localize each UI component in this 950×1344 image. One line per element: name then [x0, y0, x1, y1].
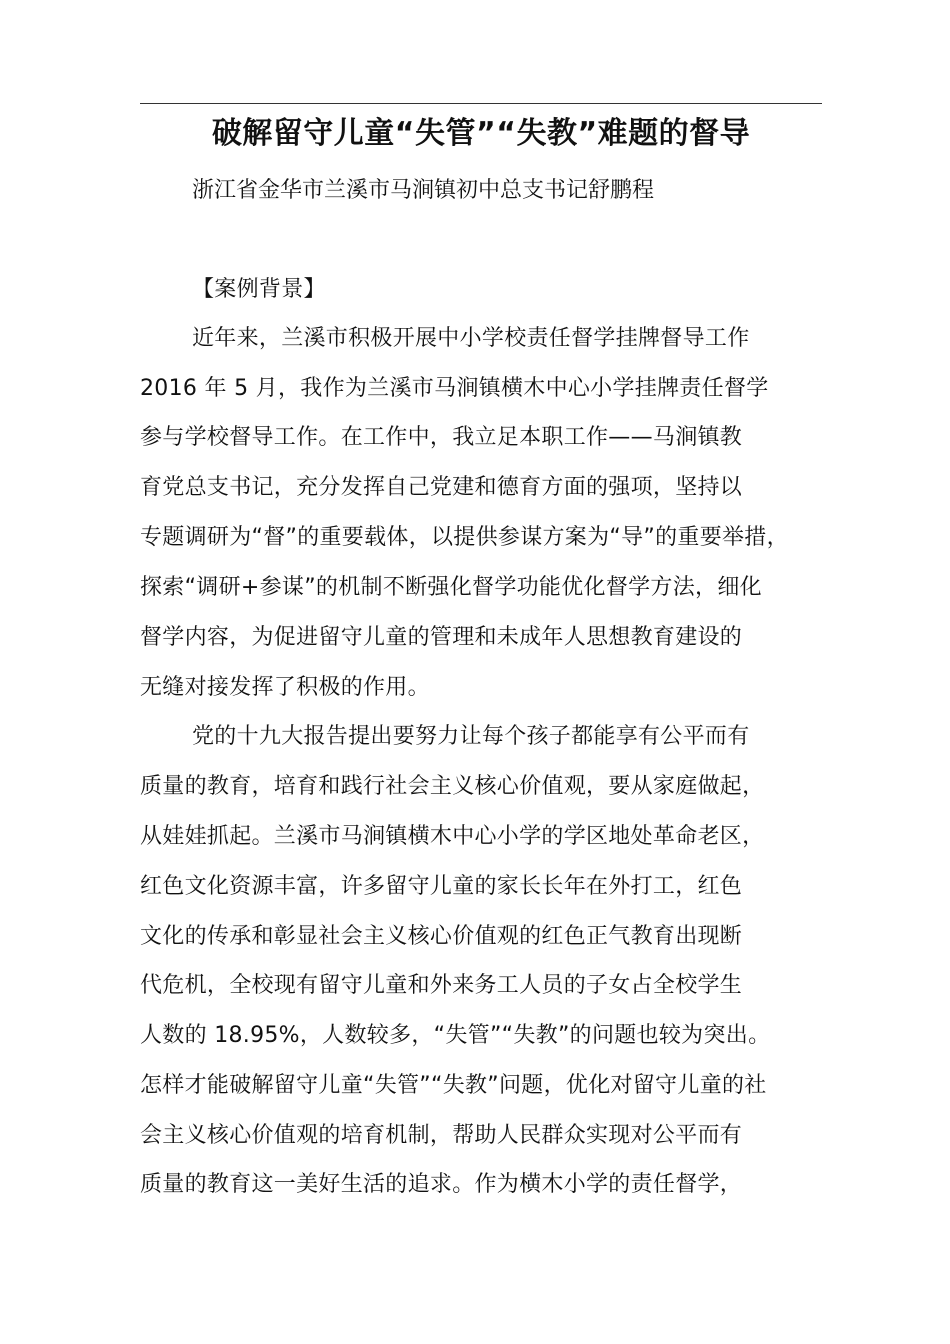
- document-title: 破解留守儿童“失管”“失教”难题的督导: [211, 116, 751, 151]
- body-line: 从娃娃抓起。兰溪市马涧镇横木中心小学的学区地处革命老区，: [140, 824, 765, 849]
- section-heading: 【案例背景】: [192, 277, 326, 302]
- author-line: 浙江省金华市兰溪市马涧镇初中总支书记舒鹏程: [192, 178, 655, 203]
- body-line: 代危机，全校现有留守儿童和外来务工人员的子女占全校学生: [140, 973, 743, 998]
- body-line: 质量的教育，培育和践行社会主义核心价值观，要从家庭做起，: [140, 774, 765, 799]
- body-line: 党的十九大报告提出要努力让每个孩子都能享有公平而有: [192, 724, 750, 749]
- body-line: 怎样才能破解留守儿童“失管”“失教”问题，优化对留守儿童的社: [140, 1073, 767, 1098]
- body-line: 探索“调研+参谋”的机制不断强化督学功能优化督学方法，细化: [140, 575, 762, 600]
- body-line: 近年来，兰溪市积极开展中小学校责任督学挂牌督导工作: [192, 326, 750, 351]
- body-line: 红色文化资源丰富，许多留守儿童的家长长年在外打工，红色: [140, 874, 743, 899]
- body-line: 育党总支书记，充分发挥自己党建和德育方面的强项，坚持以: [140, 475, 743, 500]
- body-line: 人数的 18.95%，人数较多，“失管”“失教”的问题也较为突出。: [140, 1023, 771, 1048]
- body-line: 专题调研为“督”的重要载体，以提供参谋方案为“导”的重要举措，: [140, 525, 789, 550]
- body-line: 参与学校督导工作。在工作中，我立足本职工作——马涧镇教: [140, 425, 743, 450]
- body-line: 无缝对接发挥了积极的作用。: [140, 675, 430, 700]
- header-rule: [140, 103, 822, 104]
- body-line: 文化的传承和彰显社会主义核心价值观的红色正气教育出现断: [140, 924, 743, 949]
- body-line: 质量的教育这一美好生活的追求。作为横木小学的责任督学，: [140, 1172, 743, 1197]
- body-line: 2016 年 5 月，我作为兰溪市马涧镇横木中心小学挂牌责任督学: [140, 376, 769, 401]
- body-line: 会主义核心价值观的培育机制，帮助人民群众实现对公平而有: [140, 1123, 743, 1148]
- body-line: 督学内容，为促进留守儿童的管理和未成年人思想教育建设的: [140, 625, 743, 650]
